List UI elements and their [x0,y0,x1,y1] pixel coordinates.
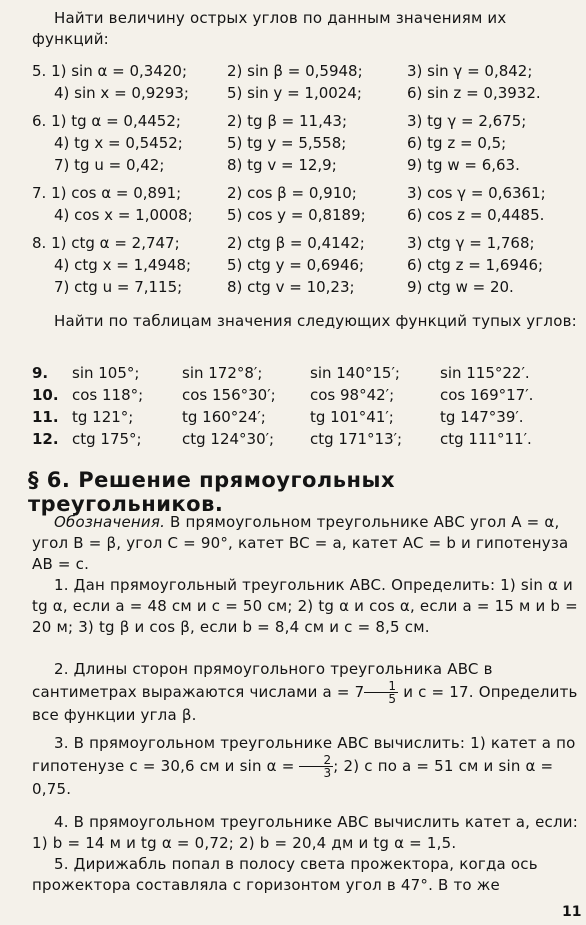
fraction-denominator: 3 [323,766,332,780]
exercise-item: 4) tg x = 0,5452; [54,134,183,152]
obtuse-exercise-row [32,428,580,450]
exercise-item: cos 118°; [72,386,144,404]
intro-obtuse-text: Найти по таблицам значения следующих функций тупых углов: [54,312,577,330]
exercise-item: 2) ctg β = 0,4142; [227,234,365,252]
exercise-item: 2) tg β = 11,43; [227,112,348,130]
exercise-item: 2) cos β = 0,910; [227,184,357,202]
exercise-item: 9) tg w = 6,63. [407,156,520,174]
problem-5 [32,854,580,896]
section-heading: § 6. Решение прямоугольных треугольников. [28,468,396,516]
problem-3-part-a: 3. В прямоугольном треугольнике ABC вычислить: 1) катет a по гипотенузе c = 30,6 см и sin α = [32,734,576,775]
exercise-item: 5) tg y = 5,558; [227,134,347,152]
exercise-row [32,232,580,254]
exercise-item: 3) cos γ = 0,6361; [407,184,546,202]
problem-4 [32,812,580,854]
intro-obtuse-angles [32,311,580,332]
notation-text: В прямоугольном треугольнике ABC угол A = α, угол B = β, угол C = 90°, катет BC = a, катет AC = b и гипотенуза AB = c. [32,513,569,573]
exercise-item: tg 147°39′. [440,408,524,426]
page-number: 11 [562,904,582,920]
exercise-item: 5) ctg y = 0,6946; [227,256,365,274]
exercise-item: cos 156°30′; [182,386,276,404]
exercise-item: 6) tg z = 0,5; [407,134,507,152]
obtuse-exercise-row [32,384,580,406]
exercise-group [32,110,580,176]
intro-acute-angles [32,8,580,50]
exercise-number: 11. [32,408,59,426]
exercise-item: 6) sin z = 0,3932. [407,84,541,102]
exercise-row [32,132,580,154]
exercise-item: sin 105°; [72,364,140,382]
exercise-item: 8. 1) ctg α = 2,747; [32,234,180,252]
exercise-number: 9. [32,364,49,382]
exercise-item: tg 101°41′; [310,408,394,426]
exercise-item: 4) ctg x = 1,4948; [54,256,192,274]
fraction-denominator: 5 [388,692,397,706]
exercise-item: 5) sin y = 1,0024; [227,84,362,102]
problem-5-text: 5. Дирижабль попал в полосу света прожектора, когда ось прожектора составляла с горизонтом угол в 47°. В то же [32,855,538,894]
exercise-group [32,182,580,226]
exercise-item: cos 169°17′. [440,386,534,404]
obtuse-exercise-row [32,362,580,384]
problem-3-part-b: ; 2) c по a = 51 см и sin α = 0,75. [32,757,554,798]
exercise-row [32,110,580,132]
exercise-item: 5. 1) sin α = 0,3420; [32,62,188,80]
exercise-item: 3) tg γ = 2,675; [407,112,527,130]
exercise-number: 10. [32,386,59,404]
exercises-9-12 [32,362,580,450]
intro-acute-text: Найти величину острых углов по данным значениям их функций: [32,9,507,48]
exercise-item: tg 121°; [72,408,134,426]
exercise-item: 8) tg v = 12,9; [227,156,337,174]
exercise-item: 4) cos x = 1,0008; [54,206,193,224]
exercise-item: 3) ctg γ = 1,768; [407,234,535,252]
exercise-item: 6) cos z = 0,4485. [407,206,545,224]
exercise-row [32,276,580,298]
exercise-item: sin 140°15′; [310,364,400,382]
problem-2-part-a: 2. Длины сторон прямоугольного треугольника ABC в сантиметрах выражаются числами a = 7 [32,660,493,701]
exercise-item: 4) sin x = 0,9293; [54,84,189,102]
exercise-item: ctg 111°11′. [440,430,532,448]
problem-1 [32,575,580,638]
problem-3 [32,733,580,800]
exercise-row [32,60,580,82]
exercise-item: sin 172°8′; [182,364,263,382]
exercise-item: 7. 1) cos α = 0,891; [32,184,182,202]
exercise-item: ctg 171°13′; [310,430,403,448]
exercise-item: 3) sin γ = 0,842; [407,62,533,80]
obtuse-exercise-row [32,406,580,428]
exercise-group [32,232,580,298]
problem-3-text [32,733,580,800]
exercise-item: 9) ctg w = 20. [407,278,514,296]
notation-label: Обозначения. [54,513,166,531]
exercise-item: 6. 1) tg α = 0,4452; [32,112,181,130]
problem-2-text [32,659,580,726]
exercise-row [32,204,580,226]
problem-2-part-b: и c = 17. Определить все функции угла β. [32,683,578,724]
problem-2 [32,659,580,726]
exercise-item: 7) ctg u = 7,115; [54,278,183,296]
exercise-row [32,82,580,104]
fraction-numerator: 2 [299,754,333,767]
exercise-item: tg 160°24′; [182,408,266,426]
exercise-row [32,182,580,204]
exercise-item: 5) cos y = 0,8189; [227,206,366,224]
fraction-one-fifth [364,680,398,705]
exercise-item: sin 115°22′. [440,364,530,382]
exercise-item: ctg 124°30′; [182,430,275,448]
fraction-two-thirds [299,754,333,779]
exercise-item: 2) sin β = 0,5948; [227,62,363,80]
exercise-item: 6) ctg z = 1,6946; [407,256,544,274]
exercise-item: 7) tg u = 0,42; [54,156,165,174]
exercise-group [32,60,580,104]
exercise-number: 12. [32,430,59,448]
fraction-numerator: 1 [364,680,398,693]
exercise-row [32,254,580,276]
notation-line [32,512,580,575]
problem-1-text: 1. Дан прямоугольный треугольник ABC. Определить: 1) sin α и tg α, если a = 48 см и c = 50 см; 2) tg α и cos α, если a = 15 м и b = 20 м; 3) tg β и cos β, если b = 8,4 см и c = 8,5 см. [32,576,578,636]
exercise-item: ctg 175°; [72,430,142,448]
exercise-row [32,154,580,176]
problem-4-text: 4. В прямоугольном треугольнике ABC вычислить катет a, если: 1) b = 14 м и tg α = 0,72; 2) b = 20,4 дм и tg α = 1,5. [32,813,578,852]
exercise-item: 8) ctg v = 10,23; [227,278,355,296]
exercises-5-8 [32,60,580,304]
notation-paragraph [32,512,580,575]
exercise-item: cos 98°42′; [310,386,395,404]
